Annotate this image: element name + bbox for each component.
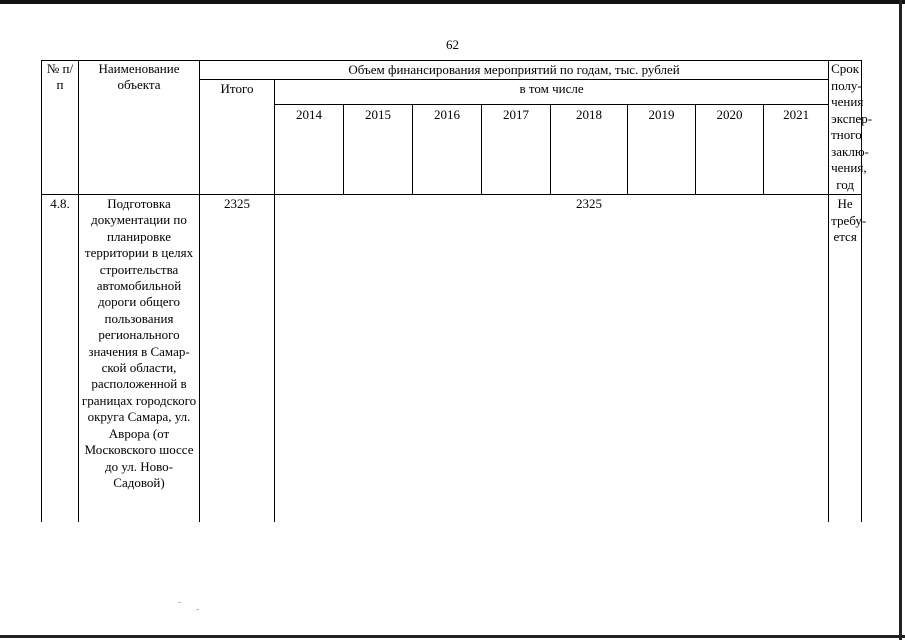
header-year-2019: 2019 (628, 105, 696, 195)
row-total: 2325 (200, 195, 275, 523)
row-2018: 2325 (576, 196, 602, 211)
header-year-2021: 2021 (764, 105, 829, 195)
scan-speck (196, 609, 199, 610)
header-srok: Срок полу- чения экспер- тного заклю- чения, год (829, 61, 862, 195)
header-year-2016: 2016 (413, 105, 482, 195)
row-srok: Не требу- ется (829, 195, 862, 523)
header-num: № п/п (42, 61, 79, 195)
page-top-border (0, 0, 905, 4)
header-year-2020: 2020 (696, 105, 764, 195)
row-2019 (628, 195, 696, 523)
page-bottom-border (0, 635, 905, 638)
header-including: в том числе (275, 80, 829, 105)
row-2021 (764, 195, 829, 523)
row-2017 (482, 195, 551, 523)
row-2020 (696, 195, 764, 523)
header-year-2014: 2014 (275, 105, 344, 195)
page-number: 62 (446, 37, 459, 52)
scan-speck (178, 602, 181, 603)
row-2014 (275, 195, 344, 523)
row-num: 4.8. (42, 195, 79, 523)
header-name: Наименование объекта (79, 61, 200, 195)
row-2016 (413, 195, 482, 523)
financing-table (41, 60, 873, 522)
row-name: Подготовка документации по планировке территории в целях строительства автомобильной дороги общего пользования регионального значения в Самар- ской области, расположенной в границах городского округа Самара, ул. Аврора (от Московского шоссе до ул. Ново-Садовой) (79, 195, 200, 523)
page-right-border (899, 0, 902, 640)
row-2015 (344, 195, 413, 523)
header-year-2018: 2018 (551, 105, 628, 195)
table-row (42, 195, 862, 523)
header-year-2017: 2017 (482, 105, 551, 195)
header-funding: Объем финансирования мероприятий по годам, тыс. рублей (200, 61, 829, 80)
header-year-2015: 2015 (344, 105, 413, 195)
header-total: Итого (200, 80, 275, 195)
